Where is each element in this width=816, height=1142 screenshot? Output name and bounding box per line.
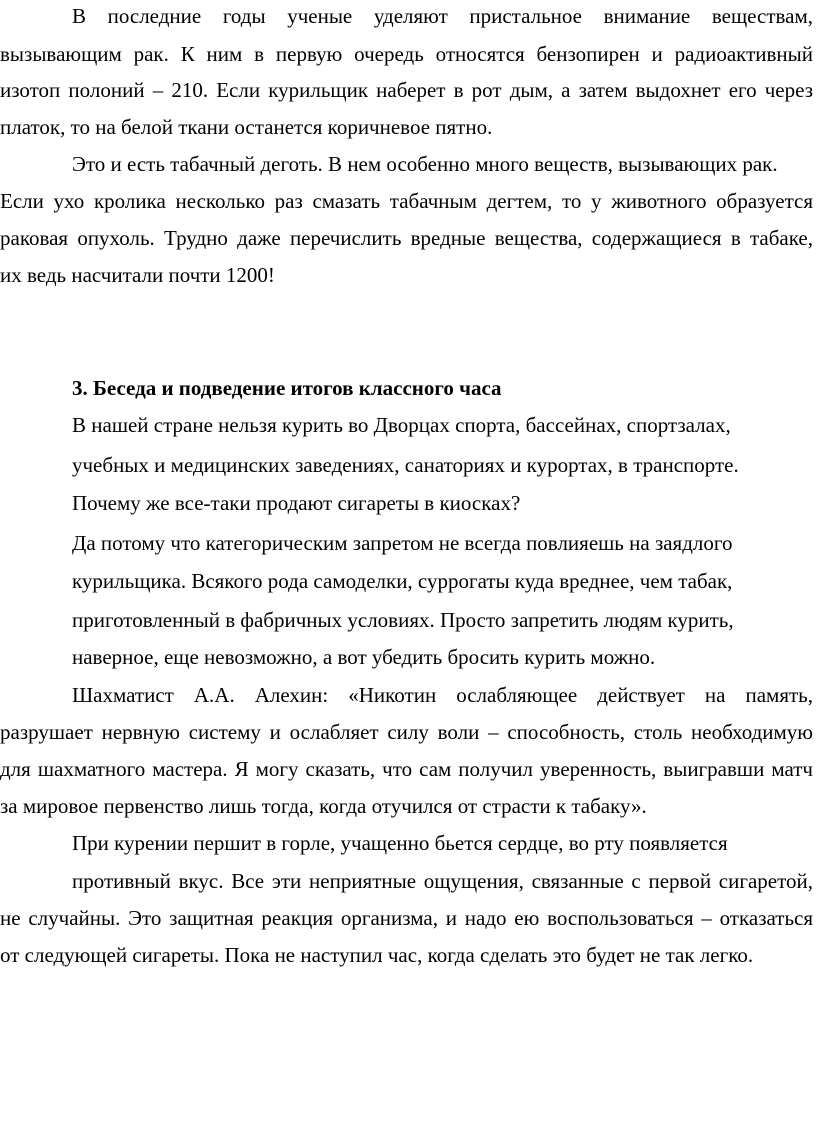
text-line: не случайны. Это защитная реакция организма, и надо ею воспользоваться – отказаться (0, 906, 813, 930)
text-line: Если ухо кролика несколько раз смазать табачным дегтем, то у животного образуется (0, 189, 813, 213)
text-line: противный вкус. Все эти неприятные ощущения, связанные с первой сигаретой, (72, 869, 813, 893)
text-line: для шахматного мастера. Я могу сказать, что сам получил уверенность, выигравши матч (0, 757, 813, 781)
text-line: При курении першит в горле, учащенно бьется сердце, во рту появляется (72, 831, 728, 855)
text-line: наверное, еще невозможно, а вот убедить бросить курить можно. (72, 645, 656, 669)
text-line: вызывающим рак. К ним в первую очередь относятся бензопирен и радиоактивный (0, 42, 813, 66)
text-line: учебных и медицинских заведениях, санаториях и курортах, в транспорте. (72, 453, 739, 477)
text-line: В последние годы ученые уделяют пристальное внимание веществам, (72, 4, 813, 28)
text-line: их ведь насчитали почти 1200! (0, 263, 275, 287)
text-line: изотоп полоний – 210. Если курильщик наберет в рот дым, а затем выдохнет его через (0, 78, 813, 102)
text-line: Шахматист А.А. Алехин: «Никотин ослабляющее действует на память, (72, 683, 813, 707)
text-line: курильщика. Всякого рода самоделки, суррогаты куда вреднее, чем табак, (72, 569, 733, 593)
text-line: платок, то на белой ткани останется коричневое пятно. (0, 115, 493, 139)
text-line: Да потому что категорическим запретом не всегда повлияешь на заядлого (72, 531, 733, 555)
text-line: разрушает нервную систему и ослабляет силу воли – способность, столь необходимую (0, 720, 813, 744)
text-line: приготовленный в фабричных условиях. Просто запретить людям курить, (72, 608, 734, 632)
text-line: Это и есть табачный деготь. В нем особенно много веществ, вызывающих рак. (72, 152, 778, 176)
text-line: Почему же все-таки продают сигареты в киосках? (72, 491, 521, 515)
section-heading: 3. Беседа и подведение итогов классного часа (72, 376, 502, 400)
text-line: раковая опухоль. Трудно даже перечислить вредные вещества, содержащиеся в табаке, (0, 226, 813, 250)
text-line: от следующей сигареты. Пока не наступил час, когда сделать это будет не так легко. (0, 943, 754, 967)
text-line: за мировое первенство лишь тогда, когда отучился от страсти к табаку». (0, 794, 647, 818)
text-line: В нашей стране нельзя курить во Дворцах спорта, бассейнах, спортзалах, (72, 413, 731, 437)
